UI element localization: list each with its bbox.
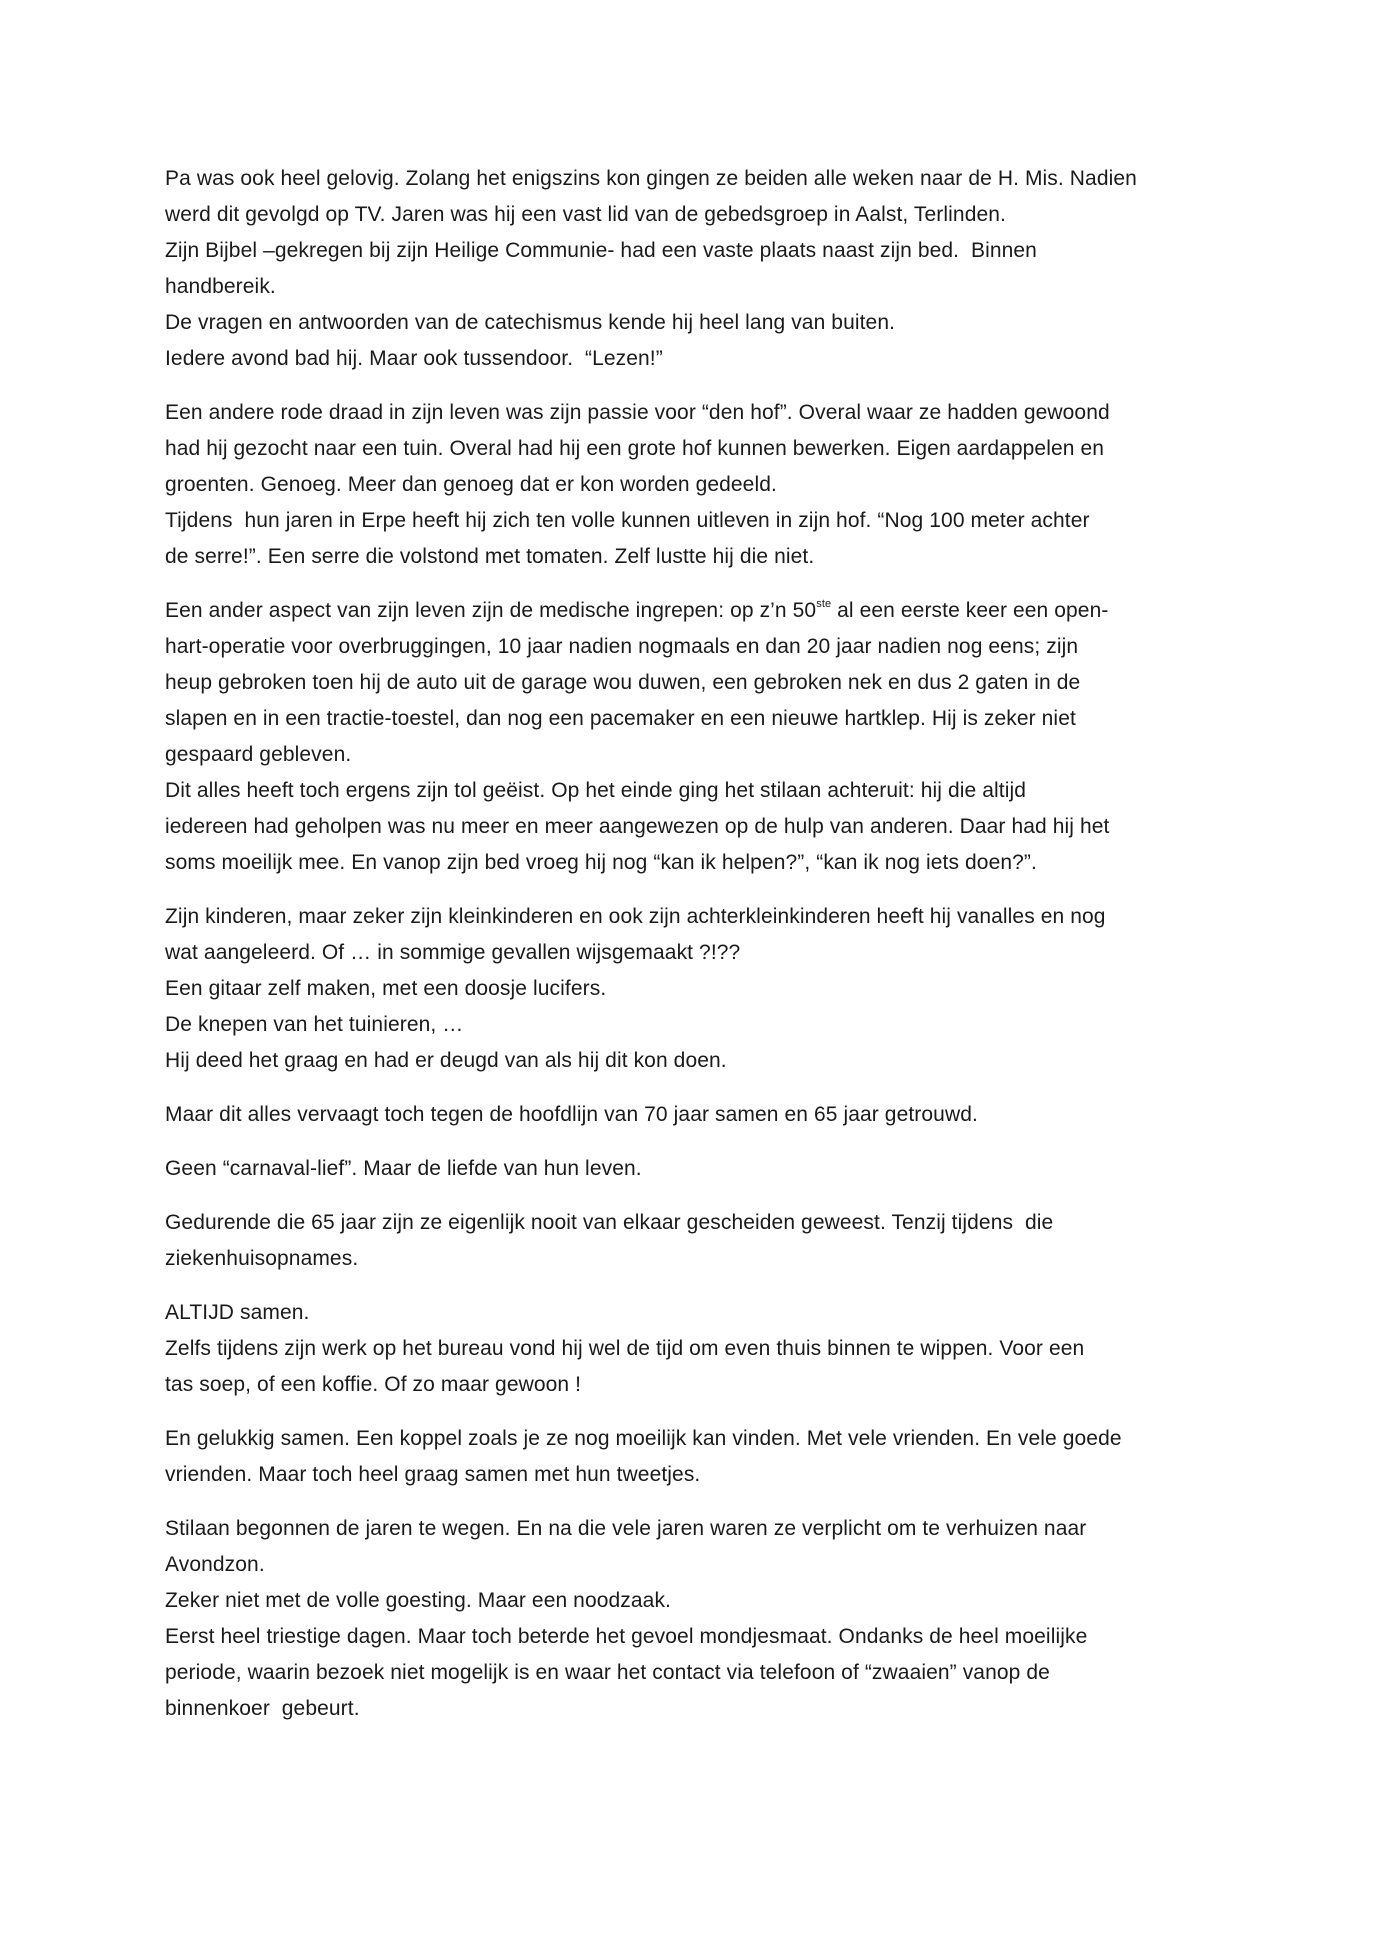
text-line: Hij deed het graag en had er deugd van als hij dit kon doen. [165,1049,727,1072]
text-line: tas soep, of een koffie. Of zo maar gewoon ! [165,1373,582,1396]
text-line: slapen en in een tractie-toestel, dan nog een pacemaker en een nieuwe hartklep. Hij is zeker niet [165,707,1076,730]
text-line: de serre!”. Een serre die volstond met tomaten. Zelf lustte hij die niet. [165,545,815,568]
text-line: vrienden. Maar toch heel graag samen met hun tweetjes. [165,1463,701,1486]
text-line: Eerst heel triestige dagen. Maar toch beterde het gevoel mondjesmaat. Ondanks de heel moeilijke [165,1625,1088,1648]
text-line: ziekenhuisopnames. [165,1247,359,1270]
text-line: hart-operatie voor overbruggingen, 10 jaar nadien nogmaals en dan 20 jaar nadien nog eens; zijn [165,635,1079,658]
text-line: periode, waarin bezoek niet mogelijk is en waar het contact via telefoon of “zwaaien” vanop de [165,1661,1050,1684]
text-line-with-superscript [165,593,1245,629]
text-line: Gedurende die 65 jaar zijn ze eigenlijk nooit van elkaar gescheiden geweest. Tenzij tijdens die [165,1211,1054,1234]
text-line: groenten. Genoeg. Meer dan genoeg dat er kon worden gedeeld. [165,473,777,496]
text-line: Iedere avond bad hij. Maar ook tussendoor. “Lezen!” [165,347,663,370]
paragraph-children [165,899,1245,1079]
text-fragment: al een eerste keer een open- [831,599,1109,622]
paragraph-never-apart [165,1205,1245,1277]
superscript: ste [816,598,832,610]
paragraph-avondzon [165,1511,1245,1727]
text-line: Geen “carnaval-lief”. Maar de liefde van hun leven. [165,1157,642,1180]
document-body [165,161,1245,1745]
paragraph-medical [165,593,1245,881]
text-line: handbereik. [165,275,276,298]
paragraph-love [165,1151,1245,1187]
text-line: heup gebroken toen hij de auto uit de garage wou duwen, een gebroken nek en dus 2 gaten in de [165,671,1081,694]
text-line: wat aangeleerd. Of … in sommige gevallen wijsgemaakt ?!?? [165,941,741,964]
text-line: Zeker niet met de volle goesting. Maar een noodzaak. [165,1589,671,1612]
text-line: Maar dit alles vervaagt toch tegen de hoofdlijn van 70 jaar samen en 65 jaar getrouwd. [165,1103,978,1126]
text-line: binnenkoer gebeurt. [165,1697,360,1720]
text-line: soms moeilijk mee. En vanop zijn bed vroeg hij nog “kan ik helpen?”, “kan ik nog iets doen?”. [165,851,1037,874]
paragraph-garden [165,395,1245,575]
text-line: gespaard gebleven. [165,743,352,766]
text-line: Een gitaar zelf maken, met een doosje lucifers. [165,977,607,1000]
text-line: Stilaan begonnen de jaren te wegen. En na die vele jaren waren ze verplicht om te verhuizen naar [165,1517,1087,1540]
paragraph-main-line [165,1097,1245,1133]
text-line: iedereen had geholpen was nu meer en meer aangewezen op de hulp van anderen. Daar had hij het [165,815,1110,838]
text-line: Zelfs tijdens zijn werk op het bureau vond hij wel de tijd om even thuis binnen te wippen. Voor een [165,1337,1085,1360]
text-line: Avondzon. [165,1553,265,1576]
text-line: Tijdens hun jaren in Erpe heeft hij zich ten volle kunnen uitleven in zijn hof. “Nog 100 meter achter [165,509,1090,532]
text-line: had hij gezocht naar een tuin. Overal had hij een grote hof kunnen bewerken. Eigen aardappelen en [165,437,1105,460]
text-fragment: Een ander aspect van zijn leven zijn de medische ingrepen: op z’n 50 [165,599,817,622]
text-line: De vragen en antwoorden van de catechismus kende hij heel lang van buiten. [165,311,896,334]
text-line: Zijn kinderen, maar zeker zijn kleinkinderen en ook zijn achterkleinkinderen heeft hij vanalles en nog [165,905,1106,928]
paragraph-always-together [165,1295,1245,1403]
text-line: Een andere rode draad in zijn leven was zijn passie voor “den hof”. Overal waar ze hadden gewoond [165,401,1110,424]
text-line: De knepen van het tuinieren, … [165,1013,464,1036]
text-line: ALTIJD samen. [165,1301,310,1324]
paragraph-happy [165,1421,1245,1493]
text-line: En gelukkig samen. Een koppel zoals je ze nog moeilijk kan vinden. Met vele vrienden. En vele goede [165,1427,1122,1450]
paragraph-faith [165,161,1245,377]
text-line: Pa was ook heel gelovig. Zolang het enigszins kon gingen ze beiden alle weken naar de H. Mis. Nadien [165,167,1137,190]
text-line: werd dit gevolgd op TV. Jaren was hij een vast lid van de gebedsgroep in Aalst, Terlinden. [165,203,1006,226]
text-line: Zijn Bijbel –gekregen bij zijn Heilige Communie- had een vaste plaats naast zijn bed. Binnen [165,239,1037,262]
text-line: Dit alles heeft toch ergens zijn tol geëist. Op het einde ging het stilaan achteruit: hij die altijd [165,779,1027,802]
